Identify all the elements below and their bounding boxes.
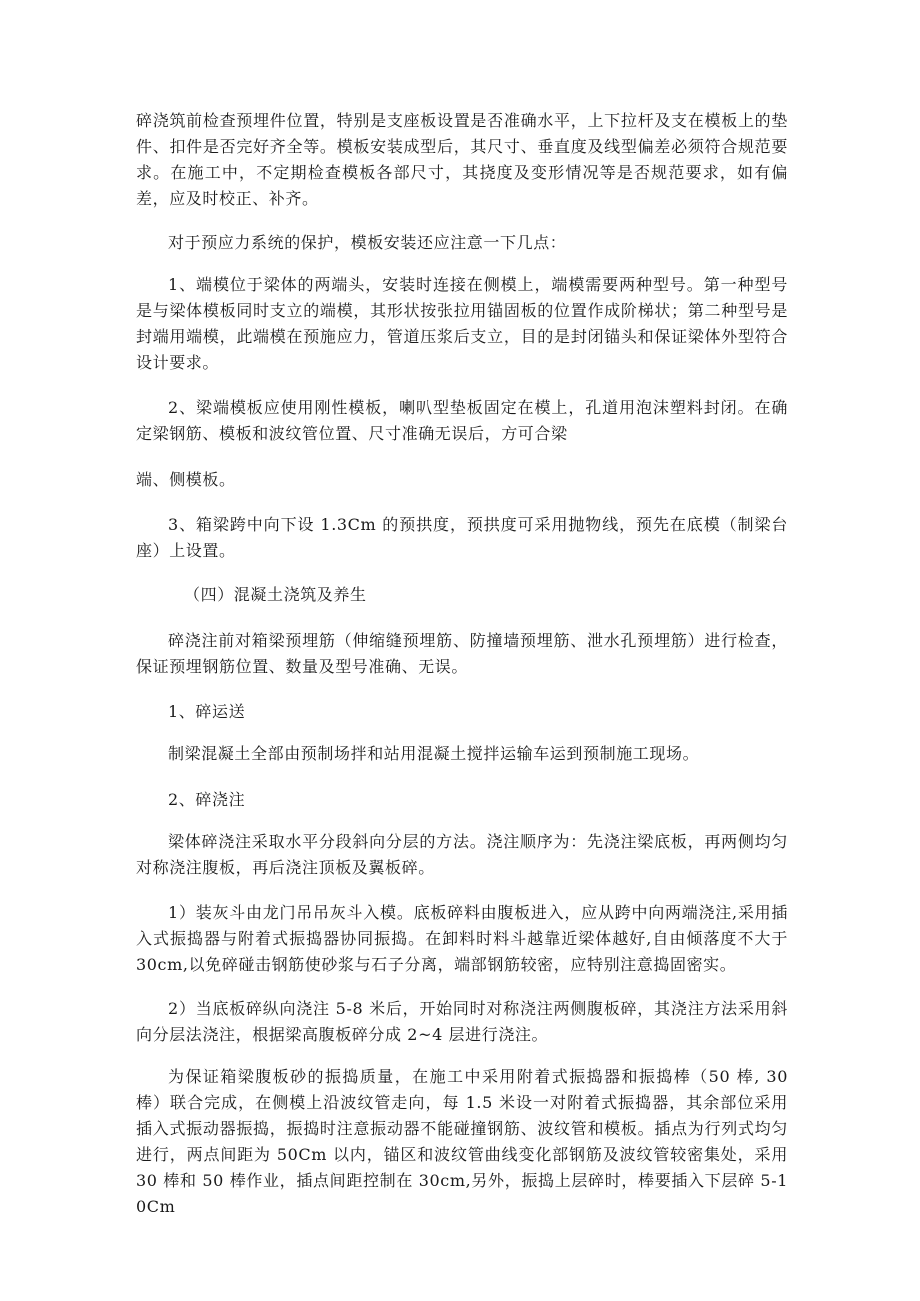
subheading-concrete-pouring: 2、碎浇注	[168, 790, 246, 809]
paragraph-camber: 3、箱梁跨中向下设 1.3Cm 的预拱度，预拱度可采用抛物线，预先在底模（制梁台座）上设置。	[136, 515, 788, 560]
paragraph-bottom-slab-pouring: 1）装灰斗由龙门吊吊灰斗入模。底板碎料由腹板进入，应从跨中向两端浇注,采用插入式振捣器与附着式振捣器协同振捣。在卸料时料斗越靠近梁体越好,自由倾落度不大于 30cm,以免碎碰击钢筋使砂浆与石子分离，端部钢筋较密，应特别注意捣固密实。	[136, 903, 788, 974]
paragraph-concrete-transport: 制梁混凝土全部由预制场拌和站用混凝土搅拌运输车运到预制施工现场。	[168, 744, 700, 763]
paragraph-web-pouring: 2）当底板碎纵向浇注 5-8 米后，开始同时对称浇注两侧腹板碎，其浇注方法采用斜向分层法浇注，根据梁高腹板碎分成 2~4 层进行浇注。	[136, 999, 788, 1044]
paragraph-prestress-notes-intro: 对于预应力系统的保护，模板安装还应注意一下几点：	[168, 233, 567, 252]
paragraph-vibration-quality: 为保证箱梁腹板砂的振捣质量，在施工中采用附着式振捣器和振捣棒（50 棒, 30 棒）联合完成，在侧模上沿波纹管走向，每 1.5 米设一对附着式振捣器，其余部位采用插入式振动器振捣，振捣时注意振动器不能碰撞钢筋、波纹管和模板。插点为行列式均匀进行，两点间距为 50Cm 以内，锚区和波纹管曲线变化部钢筋及波纹管较密集处，采用 30 棒和 50 棒作业，插点间距控制在 30cm,另外，振捣上层碎时，棒要插入下层碎 5-10Cm	[136, 1067, 788, 1216]
subheading-concrete-transport: 1、碎运送	[168, 702, 246, 721]
paragraph-end-side-formwork: 端、侧模板。	[136, 470, 236, 489]
section-heading-concrete-pouring: （四）混凝土浇筑及养生	[184, 585, 367, 604]
paragraph-end-formwork: 1、端模位于梁体的两端头，安装时连接在侧模上，端模需要两种型号。第一种型号是与梁体模板同时支立的端模，其形状按张拉用锚固板的位置作成阶梯状；第二种型号是封端用端模，此端模在预施应力，管道压浆后支立，目的是封闭锚头和保证梁体外型符合设计要求。	[136, 275, 788, 372]
paragraph-beam-end-rigid-formwork: 2、梁端模板应使用刚性模板，喇叭型垫板固定在模上，孔道用泡沫塑料封闭。在确定梁钢筋、模板和波纹管位置、尺寸准确无误后，方可合梁	[136, 398, 788, 443]
paragraph-formwork-inspection: 碎浇筑前检查预埋件位置，特别是支座板设置是否准确水平，上下拉杆及支在模板上的垫件、扣件是否完好齐全等。模板安装成型后，其尺寸、垂直度及线型偏差必须符合规范要求。在施工中，不定期检查模板各部尺寸，其挠度及变形情况等是否规范要求，如有偏差，应及时校正、补齐。	[136, 111, 788, 208]
paragraph-pouring-method: 梁体碎浇注采取水平分段斜向分层的方法。浇注顺序为：先浇注梁底板，再两侧均匀对称浇注腹板，再后浇注顶板及翼板碎。	[136, 832, 788, 877]
paragraph-embedded-rebar-check: 碎浇注前对箱梁预埋筋（伸缩缝预埋筋、防撞墙预埋筋、泄水孔预埋筋）进行检查，保证预埋钢筋位置、数量及型号准确、无误。	[136, 631, 788, 676]
